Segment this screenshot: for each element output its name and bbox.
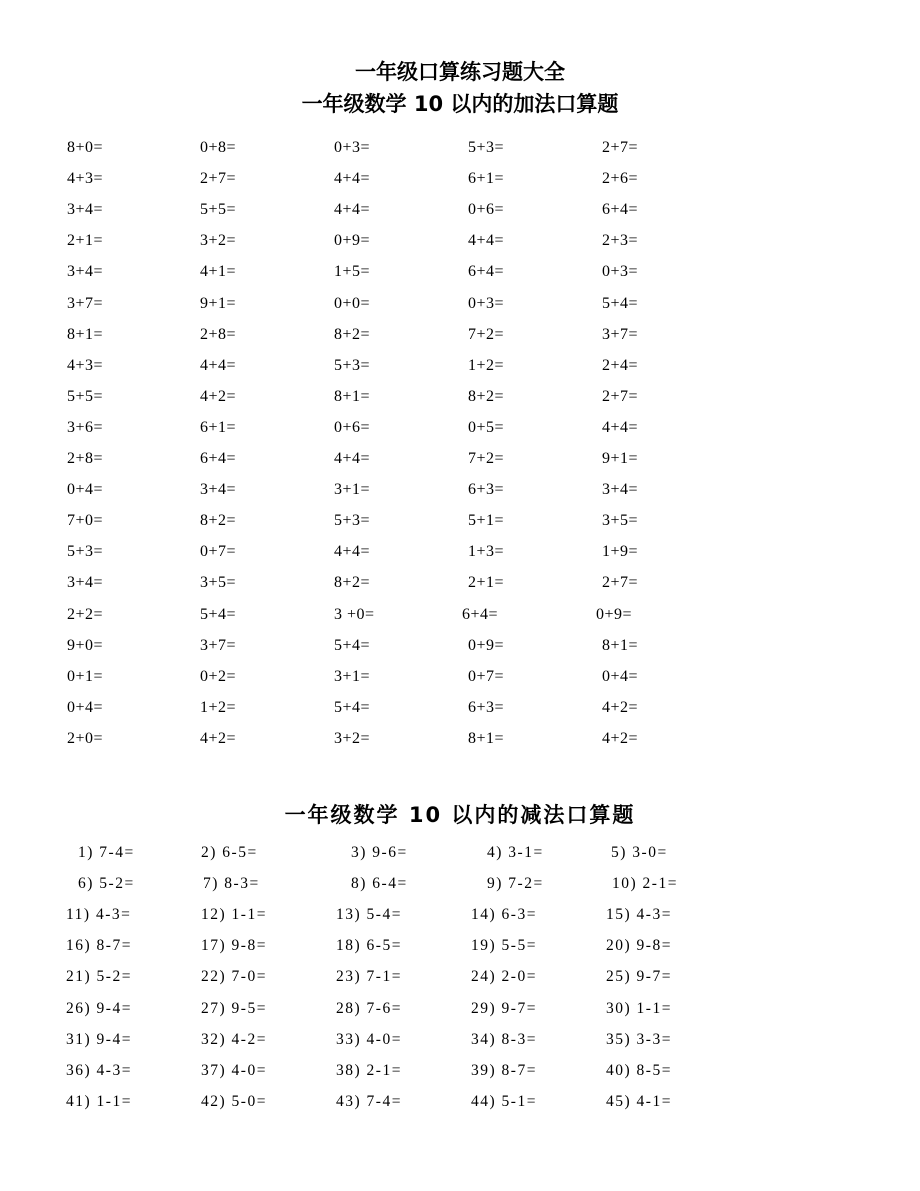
problem-cell: 2) 6-5= [201,844,258,861]
problem-cell: 6+4= [462,605,499,623]
problem-cell: 0+7= [200,543,237,561]
problem-cell: 33) 4-0= [336,1030,402,1048]
problem-cell: 5+4= [334,698,371,716]
problem-cell: 7+2= [468,325,505,343]
problem-cell: 8+2= [468,387,505,405]
problem-cell: 15) 4-3= [606,906,672,924]
problem-cell: 7+2= [468,450,505,467]
problem-cell: 7+0= [67,512,104,530]
problem-cell: 5+3= [468,139,505,156]
problem-cell: 45) 4-1= [606,1092,672,1110]
problem-cell: 23) 7-1= [336,968,402,986]
problem-cell: 6+3= [468,698,505,716]
problem-cell: 0+3= [602,263,639,281]
problem-cell: 5+3= [334,356,371,374]
problem-cell: 20) 9-8= [606,937,672,955]
problem-cell: 9+0= [67,636,104,654]
problem-cell: 0+5= [468,418,505,436]
problem-cell: 39) 8-7= [471,1061,537,1079]
problem-cell: 34) 8-3= [471,1030,537,1048]
problem-cell: 32) 4-2= [201,1030,267,1048]
problem-cell: 4+2= [602,698,639,716]
problem-cell: 35) 3-3= [606,1030,672,1048]
problem-cell: 29) 9-7= [471,999,537,1017]
problem-cell: 16) 8-7= [66,937,132,955]
problem-cell: 1+9= [602,543,639,561]
problem-cell: 3+1= [334,667,371,685]
problem-cell: 2+7= [602,387,639,405]
problem-cell: 8) 6-4= [351,875,408,893]
problem-cell: 0+7= [468,667,505,685]
problem-cell: 11) 4-3= [66,906,132,924]
problem-cell: 2+8= [200,325,237,343]
problem-cell: 3 +0= [334,605,375,623]
problem-cell: 19) 5-5= [471,937,537,955]
problem-cell: 6+4= [200,450,237,467]
problem-cell: 21) 5-2= [66,968,132,986]
problem-cell: 3+6= [67,418,104,436]
problem-cell: 6+3= [468,481,505,499]
problem-cell: 14) 6-3= [471,906,537,924]
problem-cell: 2+8= [67,450,104,467]
problem-cell: 0+8= [200,139,237,156]
problem-cell: 18) 6-5= [336,937,402,955]
problem-cell: 25) 9-7= [606,968,672,986]
problem-cell: 5) 3-0= [611,844,668,861]
problem-cell: 27) 9-5= [201,999,267,1017]
problem-cell: 3+5= [200,574,237,592]
problem-cell: 9+1= [200,294,237,312]
problem-cell: 40) 8-5= [606,1061,672,1079]
problem-cell: 24) 2-0= [471,968,537,986]
problem-cell: 43) 7-4= [336,1092,402,1110]
problem-cell: 13) 5-4= [336,906,402,924]
problem-cell: 8+0= [67,139,104,156]
problem-cell: 4+4= [200,356,237,374]
problem-cell: 8+1= [334,387,371,405]
problem-cell: 26) 9-4= [66,999,132,1017]
problem-cell: 2+3= [602,232,639,250]
problem-cell: 5+3= [67,543,104,561]
problem-cell: 4+2= [200,729,237,747]
problem-cell: 0+4= [67,481,104,499]
problem-cell: 1+2= [468,356,505,374]
problem-cell: 17) 9-8= [201,937,267,955]
problem-cell: 2+7= [200,170,237,188]
problem-cell: 28) 7-6= [336,999,402,1017]
problem-cell: 4+4= [334,543,371,561]
problem-cell: 5+4= [602,294,639,312]
problem-cell: 3+7= [67,294,104,312]
problem-cell: 2+0= [67,729,104,747]
problem-cell: 8+1= [67,325,104,343]
problem-cell: 6+1= [468,170,505,188]
problem-cell: 5+5= [67,387,104,405]
problem-cell: 30) 1-1= [606,999,672,1017]
problem-cell: 0+4= [602,667,639,685]
problem-cell: 6+1= [200,418,237,436]
problem-cell: 4+2= [200,387,237,405]
problem-cell: 3+4= [67,201,104,219]
problem-cell: 3+1= [334,481,371,499]
problem-cell: 36) 4-3= [66,1061,132,1079]
problem-cell: 4+4= [334,170,371,188]
problem-cell: 0+2= [200,667,237,685]
problem-cell: 1+3= [468,543,505,561]
problem-cell: 31) 9-4= [66,1030,132,1048]
problem-cell: 6+4= [602,201,639,219]
problem-cell: 0+9= [334,232,371,250]
problem-cell: 2+1= [468,574,505,592]
problem-cell: 2+4= [602,356,639,374]
problem-cell: 9) 7-2= [487,875,544,893]
page-title: 一年级口算练习题大全 [355,60,565,84]
problem-cell: 3+4= [67,574,104,592]
problem-cell: 0+6= [334,418,371,436]
problem-cell: 1+2= [200,698,237,716]
problem-cell: 0+0= [334,294,371,312]
problem-cell: 4+4= [334,201,371,219]
problem-cell: 3+4= [602,481,639,499]
problem-cell: 1+5= [334,263,371,281]
subtraction-section-title: 一年级数学 10 以内的减法口算题 [284,803,636,827]
problem-cell: 8+1= [602,636,639,654]
problem-cell: 8+2= [334,574,371,592]
problem-cell: 0+3= [334,139,371,156]
problem-cell: 2+7= [602,139,639,156]
problem-cell: 0+4= [67,698,104,716]
problem-cell: 0+6= [468,201,505,219]
problem-cell: 8+2= [334,325,371,343]
problem-cell: 3+4= [200,481,237,499]
problem-cell: 3+5= [602,512,639,530]
problem-cell: 37) 4-0= [201,1061,267,1079]
problem-cell: 2+7= [602,574,639,592]
problem-cell: 4+3= [67,356,104,374]
problem-cell: 22) 7-0= [201,968,267,986]
problem-cell: 7) 8-3= [203,875,260,893]
problem-cell: 0+1= [67,667,104,685]
problem-cell: 8+1= [468,729,505,747]
problem-cell: 5+4= [200,605,237,623]
problem-cell: 5+3= [334,512,371,530]
problem-cell: 3+7= [200,636,237,654]
problem-cell: 3+2= [334,729,371,747]
problem-cell: 0+3= [468,294,505,312]
problem-cell: 6+4= [468,263,505,281]
problem-cell: 4+2= [602,729,639,747]
problem-cell: 44) 5-1= [471,1092,537,1110]
problem-cell: 4+4= [334,450,371,467]
problem-cell: 3+4= [67,263,104,281]
problem-cell: 3+2= [200,232,237,250]
problem-cell: 10) 2-1= [612,875,678,893]
problem-cell: 5+4= [334,636,371,654]
problem-cell: 41) 1-1= [66,1092,132,1110]
problem-cell: 5+5= [200,201,237,219]
addition-section-title: 一年级数学 10 以内的加法口算题 [301,92,619,116]
problem-cell: 8+2= [200,512,237,530]
problem-cell: 2+2= [67,605,104,623]
problem-cell: 4) 3-1= [487,844,544,861]
problem-cell: 12) 1-1= [201,906,267,924]
problem-cell: 0+9= [468,636,505,654]
problem-cell: 0+9= [596,605,633,623]
problem-cell: 4+1= [200,263,237,281]
problem-cell: 6) 5-2= [78,875,135,893]
problem-cell: 3+7= [602,325,639,343]
problem-cell: 2+1= [67,232,104,250]
problem-cell: 38) 2-1= [336,1061,402,1079]
problem-cell: 1) 7-4= [78,844,135,861]
problem-cell: 4+3= [67,170,104,188]
problem-cell: 42) 5-0= [201,1092,267,1110]
problem-cell: 4+4= [468,232,505,250]
problem-cell: 5+1= [468,512,505,530]
problem-cell: 2+6= [602,170,639,188]
problem-cell: 4+4= [602,418,639,436]
problem-cell: 3) 9-6= [351,844,408,861]
problem-cell: 9+1= [602,450,639,467]
